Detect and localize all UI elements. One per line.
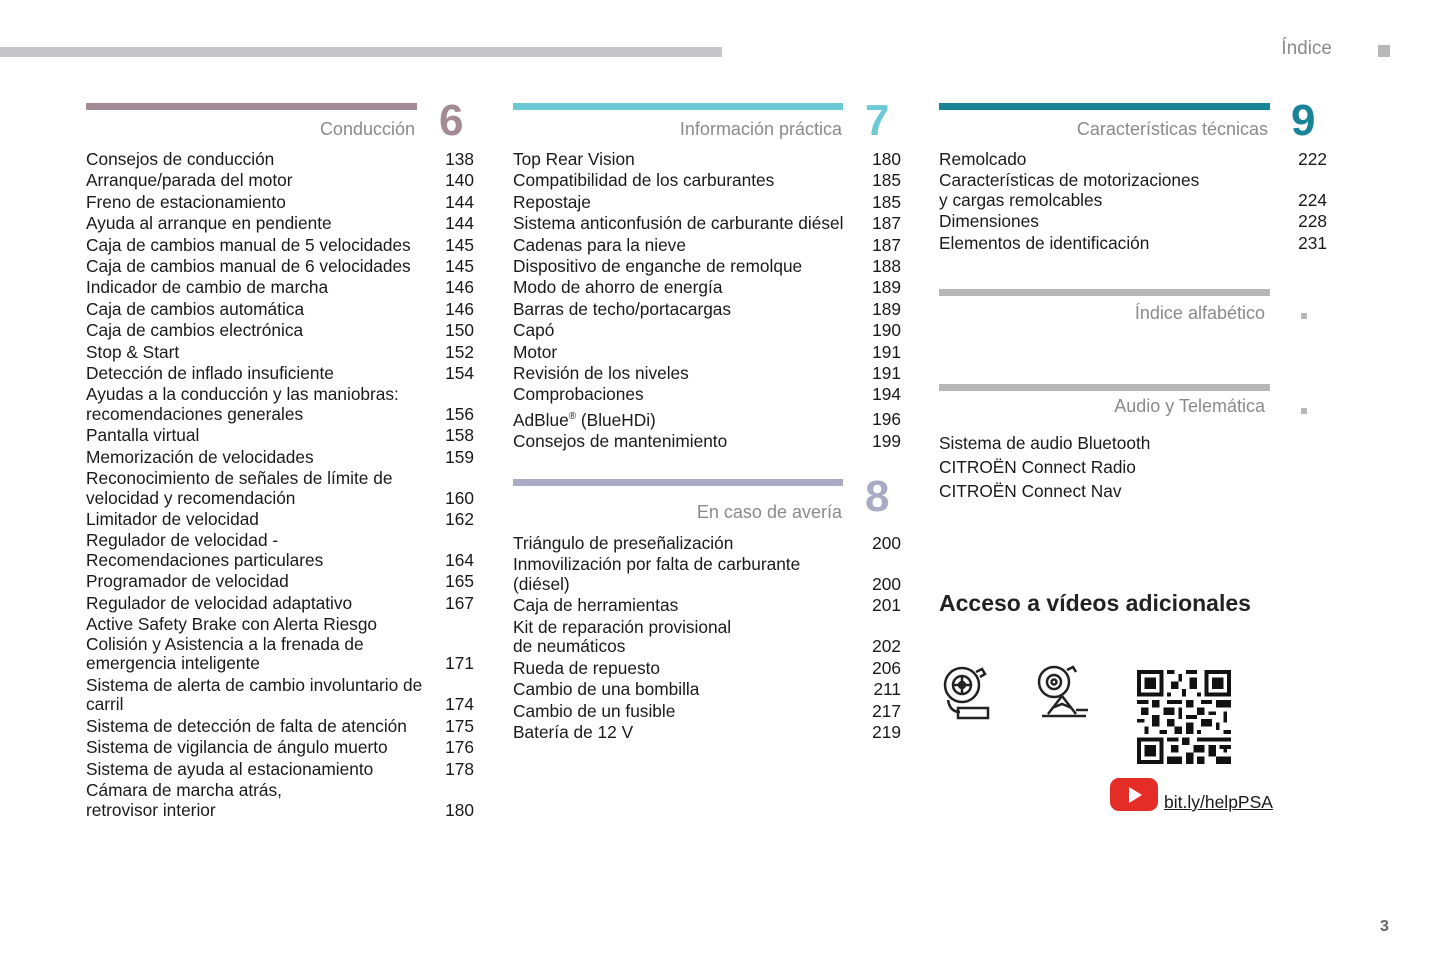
toc-entry-title: Caja de cambios automática [86, 298, 305, 319]
toc-entry-page: 191 [872, 362, 901, 383]
toc-entry-title: Triángulo de preseñalización [513, 533, 734, 553]
toc-entry [86, 171, 474, 191]
toc-entry-page: 200 [872, 573, 901, 594]
toc-entry-page: 219 [872, 721, 901, 742]
toc-entry-title: Revisión de los niveles [513, 362, 689, 383]
toc-entry-page: 188 [872, 255, 901, 276]
toc-entry-page: 211 [873, 679, 901, 700]
audio-square-icon [1301, 408, 1307, 414]
toc-entry-page: 162 [445, 509, 474, 530]
toc-entry-title: Cadenas para la nieve [513, 234, 686, 255]
toc-entry-title: Sistema de alerta de cambio involuntario de carril [86, 674, 423, 715]
toc-entry [513, 300, 901, 320]
toc-entry-page: 146 [445, 277, 474, 298]
toc-entry [86, 717, 474, 737]
toc-entry-title: Top Rear Vision [513, 149, 635, 169]
toc-entry [86, 594, 474, 614]
toc-entry-title: Regulador de velocidad - Recomendaciones particulares [86, 530, 324, 571]
toc-entry [86, 781, 474, 820]
toc-entry-page: 152 [445, 341, 474, 362]
toc-entry [86, 278, 474, 298]
toc-entry-page: 164 [445, 550, 474, 571]
toc-entry [86, 572, 474, 592]
section-number-9: 9 [1291, 96, 1316, 145]
toc-entry-title: Cambio de una bombilla [513, 679, 700, 700]
section-bar-audio [939, 384, 1270, 391]
toc-entry-title: Dimensiones [939, 211, 1039, 232]
toc-entry-title: Limitador de velocidad [86, 509, 259, 530]
toc-entry [86, 257, 474, 277]
toc-entry-page: 145 [445, 255, 474, 276]
toc-entry-page: 165 [445, 571, 474, 592]
toc-entry-page: 159 [445, 446, 474, 467]
toc-entry-title: Pantalla virtual [86, 425, 200, 446]
toc-entry-page: 185 [872, 170, 901, 191]
toc-entry-page: 180 [872, 149, 901, 169]
toc-entry-page: 144 [445, 213, 474, 234]
toc-entry [86, 193, 474, 213]
toc-entry [513, 680, 901, 700]
section-bar-caracteristicas [939, 103, 1270, 110]
audio-item: CITROËN Connect Radio [939, 457, 1136, 477]
section-number-7: 7 [865, 96, 890, 145]
toc-entry-title: Motor [513, 341, 558, 362]
toc-entry-page: 175 [445, 715, 474, 736]
toc-entry-page: 145 [445, 234, 474, 255]
toc-entry-title: Reconocimiento de señales de límite de velocidad y recomendación [86, 468, 393, 508]
toc-entry-page: 228 [1298, 211, 1327, 232]
toc-entry [513, 171, 901, 191]
toc-entry-page: 199 [872, 430, 901, 451]
videos-title: Acceso a vídeos adicionales [939, 590, 1251, 616]
toc-entry [939, 234, 1327, 254]
section-title-audio: Audio y Telemática [1114, 396, 1265, 416]
wheel-repair-kit-icon [940, 664, 994, 724]
toc-list-caracteristicas [939, 150, 1327, 255]
toc-entry-title: Memorización de velocidades [86, 446, 314, 467]
toc-entry-page: 171 [445, 653, 474, 674]
toc-entry [513, 432, 901, 452]
toc-entry-page: 174 [445, 694, 474, 715]
toc-entry-title: Cambio de un fusible [513, 700, 676, 721]
section-bar-informacion [513, 103, 843, 110]
toc-entry [513, 150, 901, 170]
toc-entry-page: 194 [872, 384, 901, 405]
toc-entry [513, 618, 901, 657]
toc-entry [513, 596, 901, 616]
toc-entry [86, 676, 474, 715]
toc-entry-title: Ayuda al arranque en pendiente [86, 213, 332, 234]
toc-entry [939, 212, 1327, 232]
toc-entry-page: 222 [1298, 149, 1327, 169]
toc-entry [86, 448, 474, 468]
toc-entry-page: 140 [445, 170, 474, 191]
section-bar-averia [513, 479, 843, 486]
section-title-indice-alfabetico: Índice alfabético [1134, 303, 1265, 323]
toc-entry-page: 178 [445, 758, 474, 779]
toc-entry-page: 202 [872, 636, 901, 657]
toc-entry-page: 160 [445, 487, 474, 508]
toc-entry-title: Caja de cambios electrónica [86, 320, 304, 341]
toc-entry [513, 723, 901, 743]
toc-entry-title: Freno de estacionamiento [86, 191, 286, 212]
toc-entry [513, 321, 901, 341]
youtube-icon[interactable] [1110, 778, 1158, 811]
toc-entry [86, 426, 474, 446]
toc-entry-page: 217 [872, 700, 901, 721]
toc-entry [86, 321, 474, 341]
page-number: 3 [1380, 918, 1389, 935]
toc-entry [513, 702, 901, 722]
toc-entry-title: Modo de ahorro de energía [513, 277, 723, 298]
toc-entry-title: Programador de velocidad [86, 571, 289, 592]
toc-entry-title: Regulador de velocidad adaptativo [86, 592, 353, 613]
toc-entry-title: Remolcado [939, 149, 1027, 169]
toc-entry-title: Cámara de marcha atrás, retrovisor interior [86, 779, 282, 820]
toc-entry-title: Repostaje [513, 191, 591, 212]
toc-entry-title: Sistema de ayuda al estacionamiento [86, 758, 374, 779]
toc-entry-page: 206 [872, 657, 901, 678]
toc-entry-page: 158 [445, 425, 474, 446]
toc-list-informacion [513, 150, 901, 453]
toc-entry [86, 531, 474, 570]
toc-entry-page: 185 [872, 191, 901, 212]
section-title-averia: En caso de avería [696, 502, 842, 522]
toc-entry [513, 214, 901, 234]
toc-entry-title: Inmovilización por falta de carburante (diésel) [513, 554, 801, 594]
section-number-8: 8 [865, 472, 890, 521]
toc-entry-title: Batería de 12 V [513, 721, 634, 742]
page-header-title: Índice [1281, 38, 1332, 59]
toc-entry-page: 150 [445, 320, 474, 341]
section-bar-conduccion [86, 103, 417, 110]
toc-entry-title: Indicador de cambio de marcha [86, 277, 329, 298]
toc-entry-page: 191 [872, 341, 901, 362]
toc-entry-title: Barras de techo/portacargas [513, 298, 732, 319]
toc-entry [86, 469, 474, 508]
toc-entry-title: Rueda de repuesto [513, 657, 661, 678]
toc-entry-page: 189 [872, 277, 901, 298]
toc-entry [513, 278, 901, 298]
toc-entry [86, 738, 474, 758]
toc-entry [513, 343, 901, 363]
toc-entry [86, 214, 474, 234]
toc-entry [86, 385, 474, 424]
toc-list-averia [513, 534, 901, 744]
toc-entry [513, 555, 901, 594]
toc-entry [513, 364, 901, 384]
toc-entry [513, 236, 901, 256]
toc-entry-title: Arranque/parada del motor [86, 170, 293, 191]
toc-entry-page: 200 [872, 533, 901, 553]
toc-entry [939, 171, 1327, 210]
section-bar-indice-alfabetico [939, 289, 1270, 296]
toc-entry [86, 300, 474, 320]
toc-entry-page: 196 [872, 409, 901, 430]
toc-entry-page: 138 [445, 149, 474, 169]
toc-entry [86, 150, 474, 170]
header-square-icon [1378, 45, 1390, 57]
toc-entry-page: 190 [872, 320, 901, 341]
toc-entry-title: AdBlue® (BlueHDi) [513, 409, 656, 430]
indice-square-icon [1301, 313, 1307, 319]
toc-entry-title: Caja de herramientas [513, 595, 679, 616]
toc-entry [86, 343, 474, 363]
toc-entry-title: Detección de inflado insuficiente [86, 362, 334, 383]
toc-entry [939, 150, 1327, 170]
toc-entry-page: 224 [1298, 189, 1327, 210]
toc-entry [513, 257, 901, 277]
section-number-6: 6 [439, 96, 464, 145]
toc-entry-title: Compatibilidad de los carburantes [513, 170, 775, 191]
toc-entry-title: Capó [513, 320, 555, 341]
toc-entry [513, 659, 901, 679]
toc-entry-title: Sistema de detección de falta de atención [86, 715, 407, 736]
toc-entry-title: Ayudas a la conducción y las maniobras: recomendaciones generales [86, 384, 399, 424]
toc-entry-page: 187 [872, 213, 901, 234]
toc-entry [86, 760, 474, 780]
section-title-caracteristicas: Características técnicas [1076, 119, 1268, 139]
toc-entry-page: 144 [445, 191, 474, 212]
toc-entry-title: Características de motorizaciones y cargas remolcables [939, 170, 1200, 210]
toc-entry-title: Comprobaciones [513, 384, 644, 405]
toc-entry-title: Active Safety Brake con Alerta Riesgo Colisión y Asistencia a la frenada de emergencia inteligente [86, 614, 378, 674]
toc-entry [86, 510, 474, 530]
toc-entry-page: 201 [872, 595, 901, 616]
toc-entry-title: Caja de cambios manual de 6 velocidades [86, 255, 411, 276]
toc-entry-title: Sistema de vigilancia de ángulo muerto [86, 737, 388, 758]
toc-entry-title: Consejos de mantenimiento [513, 430, 728, 451]
toc-entry [86, 364, 474, 384]
toc-entry-page: 156 [445, 403, 474, 424]
toc-entry-title: Sistema anticonfusión de carburante diésel [513, 213, 844, 234]
toc-entry-page: 176 [445, 737, 474, 758]
header-bar [0, 47, 722, 57]
toc-entry-title: Dispositivo de enganche de remolque [513, 255, 803, 276]
toc-entry-page: 180 [445, 799, 474, 820]
toc-entry-page: 231 [1298, 232, 1327, 253]
toc-entry [513, 534, 901, 554]
audio-list [939, 431, 1150, 503]
toc-entry-page: 154 [445, 362, 474, 383]
toc-entry [86, 236, 474, 256]
section-title-conduccion: Conducción [319, 119, 415, 139]
toc-entry [513, 385, 901, 405]
toc-entry-page: 187 [872, 234, 901, 255]
toc-entry-page: 189 [872, 298, 901, 319]
audio-item: Sistema de audio Bluetooth [939, 433, 1151, 453]
toc-entry-page: 146 [445, 298, 474, 319]
qr-code-icon [1137, 670, 1231, 764]
toc-entry-title: Consejos de conducción [86, 149, 275, 169]
wheel-jack-icon [1034, 664, 1090, 722]
audio-item: CITROËN Connect Nav [939, 481, 1122, 501]
toc-entry [86, 615, 474, 674]
toc-entry [513, 193, 901, 213]
toc-entry [513, 407, 901, 430]
toc-entry-title: Caja de cambios manual de 5 velocidades [86, 234, 411, 255]
toc-entry-page: 167 [445, 592, 474, 613]
toc-entry-title: Stop & Start [86, 341, 180, 362]
toc-entry-title: Elementos de identificación [939, 232, 1150, 253]
section-title-informacion: Información práctica [679, 119, 842, 139]
videos-link[interactable]: bit.ly/helpPSA [1164, 792, 1273, 812]
toc-list-conduccion [86, 150, 474, 822]
toc-entry-title: Kit de reparación provisional de neumáticos [513, 616, 732, 657]
